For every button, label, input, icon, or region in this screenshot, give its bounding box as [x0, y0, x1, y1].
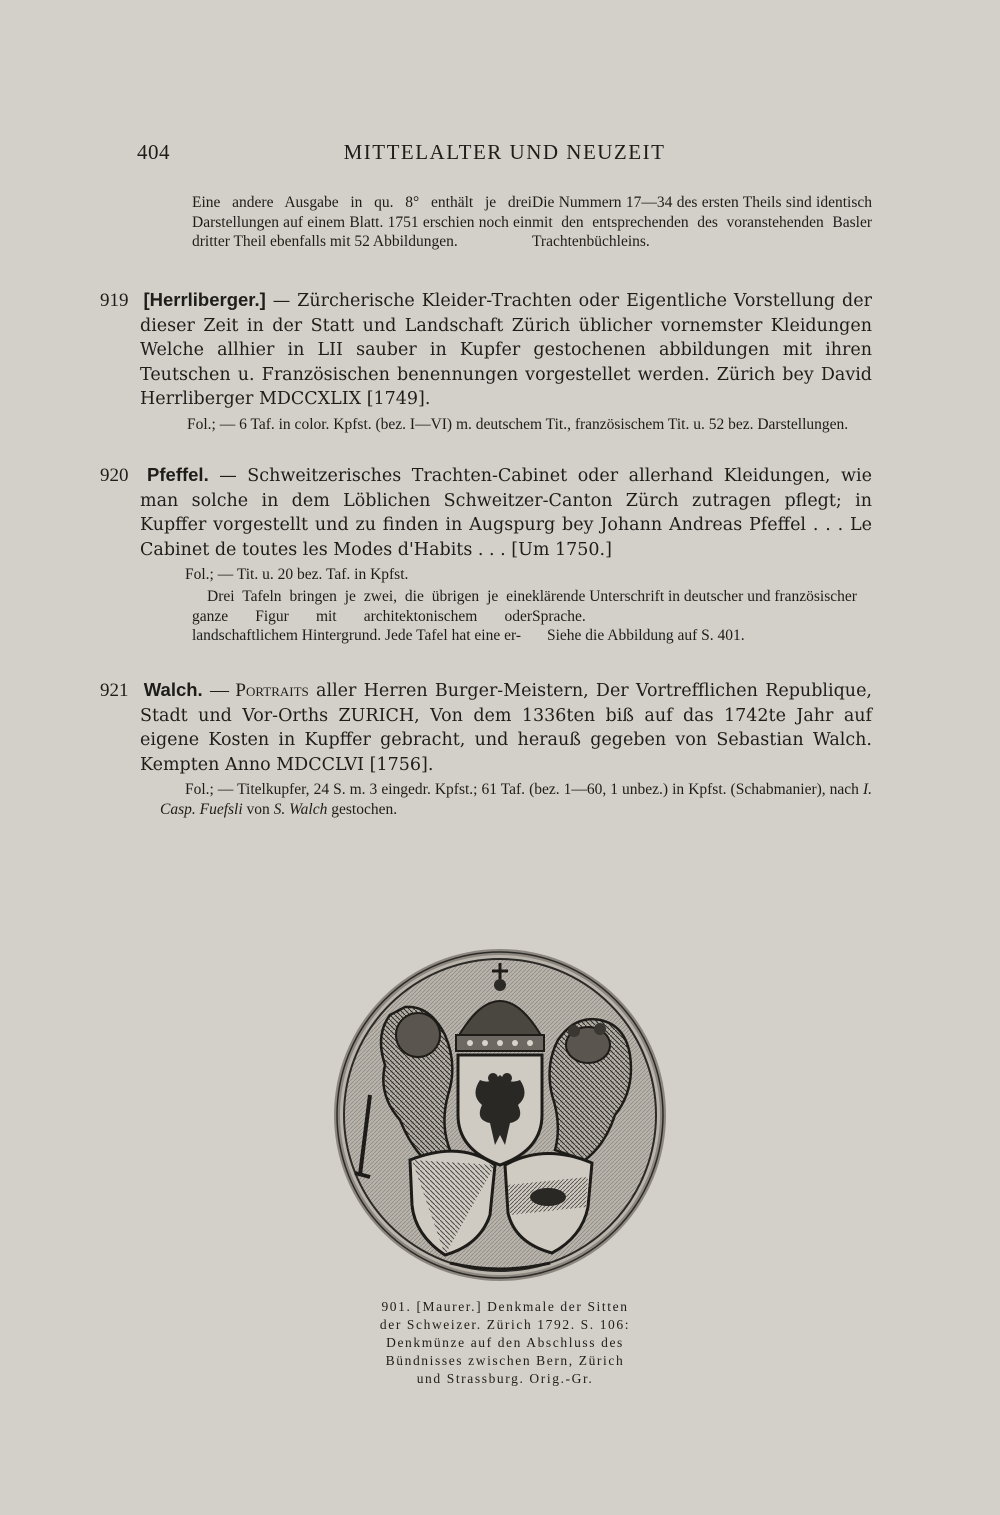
top-note — [192, 193, 872, 252]
entry-920-notes — [192, 587, 872, 646]
note-left: Drei Tafeln bringen je zwei, die übrigen je eine ganze Figur mit architektonischem oder landschaftlichem Hintergrund. Jede Tafel hat eine er- — [192, 588, 532, 644]
medal-illustration — [330, 945, 670, 1285]
entry-collation — [100, 780, 872, 819]
entry-919 — [100, 288, 872, 434]
collation-text: von — [246, 800, 270, 818]
caption-line: Denkmünze auf den Abschluss des — [386, 1335, 624, 1350]
top-note-left: Eine andere Ausgabe in qu. 8° enthält je drei Darstellungen auf einem Blatt. 1751 erschien noch ein dritter Theil ebenfalls mit 52 Abbildungen. — [192, 194, 532, 250]
entry-number: 920 — [100, 465, 129, 486]
commemorative-medal-image — [330, 945, 670, 1285]
collation-artist: I. Casp. Fuefsli — [160, 781, 873, 818]
entry-title: aller Herren Burger-Meistern, Der Vortrefflichen Republique, Stadt und Vor-Orths ZURICH, Von dem 1336ten biß auf das 1742te Jahr auf eigene Kosten in Kupffer gebracht, und herauß gegeben von Sebastian Walch. Kempten Anno MDCCLVI [1756]. — [140, 681, 872, 775]
page-header — [137, 140, 872, 170]
entry-920 — [100, 463, 872, 585]
entry-title-smallcaps: Portraits — [235, 680, 309, 701]
entry-number: 921 — [100, 680, 129, 701]
collation-text: gestochen. — [331, 800, 398, 818]
top-note-right: Die Nummern 17—34 des ersten Theils sind identisch mit den entsprechenden des voranstehenden Basler Trachtenbüchleins. — [532, 194, 872, 250]
note-right-2: Siehe die Abbildung auf S. 401. — [547, 627, 745, 644]
caption-line: 901. [Maurer.] Denkmale der Sitten — [381, 1299, 629, 1314]
entry-number: 919 — [100, 290, 129, 311]
caption-line: der Schweizer. Zürich 1792. S. 106: — [379, 1317, 631, 1332]
collation-text: Fol.; — Titelkupfer, 24 S. m. 3 eingedr. Kpfst.; 61 Taf. (bez. 1—60, 1 unbez.) in Kpfst. (Schabmanier), nach — [185, 781, 859, 798]
entry-title: — Schweitzerisches Trachten-Cabinet oder allerhand Kleidungen, wie man solche in dem Löblichen Schweitzer-Canton Zürch zutragen pflegt; in Kupffer vorgestellt und zu finden in Augspurg bey Johann Andreas Pfeffel . . . Le Cabinet de toutes les Modes d'Habits . . . [Um 1750.] — [140, 466, 872, 560]
entry-collation: Fol.; — Tit. u. 20 bez. Taf. in Kpfst. — [185, 566, 409, 583]
figure-caption — [340, 1298, 670, 1388]
entry-title: — Zürcherische Kleider-Trachten oder Eigentliche Vorstellung der dieser Zeit in der Statt und Landschaft Zürich üblicher vornemster Kleidungen Welche allhier in LII sauber in Kupfer gestochenen abbildungen mit ihren Teutschen u. Französischen benennungen vorgestellet werden. Zürich bey David Herrliberger MDCCXLIX [1749]. — [140, 291, 872, 409]
entry-921: 921 Walch. — Portraits aller Herren Burger-Meistern, Der Vortrefflichen Republique, Stadt und Vor-Orths ZURICH, Von dem 1336ten biß auf das 1742te Jahr auf eigene Kosten in Kupffer gebracht, und herauß gegeben von Sebastian Walch. Kempten Anno MDCCLVI [1756]. Fol.; — Titelkupfer, 24 S. m. 3 eingedr. Kpfst.; 61 Taf. (bez. 1—60, 1 unbez.) in Kpfst. (Schabmanier), nach I. Casp. Fuefsli von S. Walch gestochen. — [100, 679, 873, 818]
entry-author: Pfeffel. — [147, 464, 209, 485]
entry-collation: Fol.; — 6 Taf. in color. Kpfst. (bez. I—VI) m. deutschem Tit., französischem Tit. u. 52 bez. Darstellungen. — [187, 415, 849, 433]
running-title: MITTELALTER UND NEUZEIT — [343, 140, 666, 164]
eagle-shield-icon — [458, 1055, 542, 1165]
caption-line: Bündnisses zwischen Bern, Zürich — [385, 1353, 625, 1368]
caption-line: und Strassburg. Orig.-Gr. — [416, 1371, 594, 1386]
note-right-1: klärende Unterschrift in deutscher und französischer Sprache. — [532, 588, 857, 625]
entry-author: [Herrliberger.] — [143, 289, 266, 310]
entry-author: Walch. — [143, 679, 203, 700]
page-number: 404 — [137, 140, 170, 164]
collation-engraver: S. Walch — [273, 800, 328, 818]
